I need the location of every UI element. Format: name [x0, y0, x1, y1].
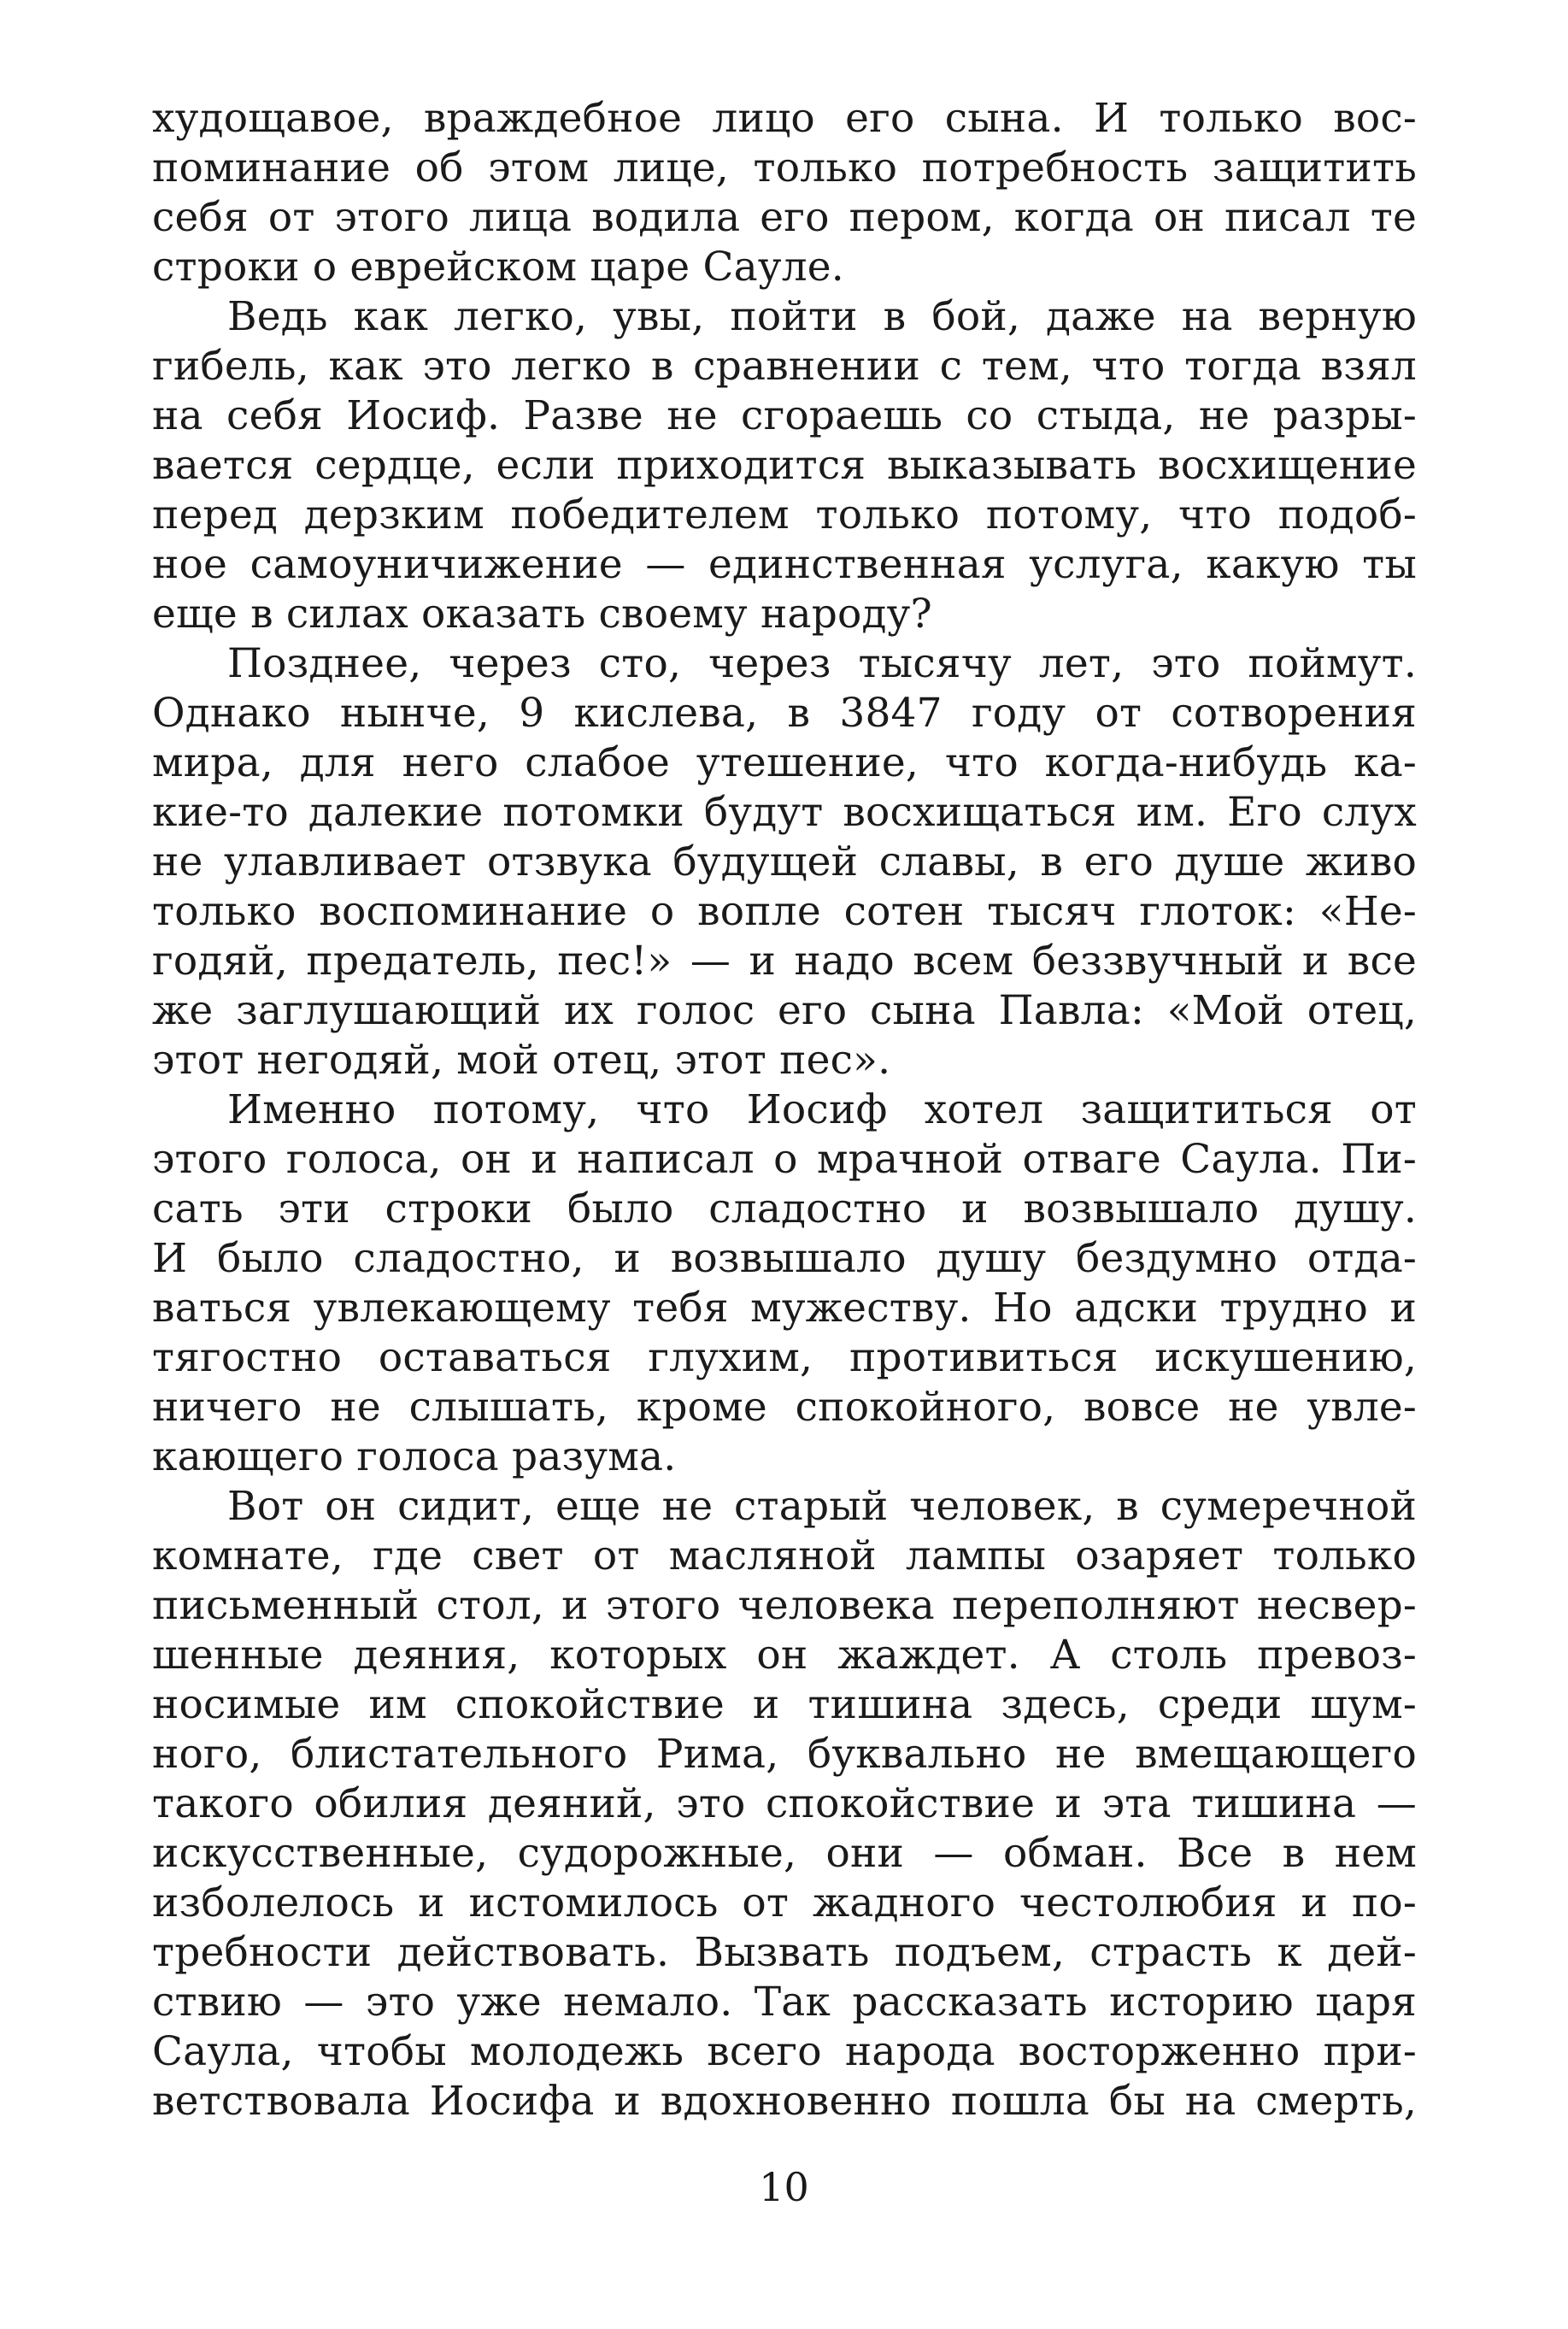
text-line: на себя Иосиф. Разве не сгораешь со стыда, не разры-	[152, 392, 1417, 439]
page-number: 10	[759, 2164, 809, 2210]
text-line: же заглушающий их голос его сына Павла: «Мой отец,	[152, 987, 1417, 1034]
text-line: этого голоса, он и написал о мрачной отваге Саула. Пи-	[152, 1136, 1417, 1183]
text-line: требности действовать. Вызвать подъем, страсть к дей-	[152, 1929, 1417, 1976]
text-line: тягостно оставаться глухим, противиться искушению,	[152, 1334, 1417, 1381]
page-body	[152, 94, 1417, 2126]
text-line: Вот он сидит, еще не старый человек, в сумеречной	[227, 1483, 1417, 1530]
text-line: только воспоминание о вопле сотен тысяч глоток: «Не-	[152, 888, 1417, 935]
text-line: И было сладостно, и возвышало душу бездумно отда-	[152, 1235, 1417, 1282]
text-line: строки о еврейском царе Сауле.	[152, 244, 844, 291]
text-line: Именно потому, что Иосиф хотел защититься от	[227, 1086, 1417, 1133]
text-line: перед дерзким победителем только потому, что подоб-	[152, 491, 1417, 538]
text-line: ное самоуничижение — единственная услуга, какую ты	[152, 541, 1417, 588]
text-line: не улавливает отзвука будущей славы, в его душе живо	[152, 838, 1417, 885]
text-line: Саула, чтобы молодежь всего народа восторженно при-	[152, 2028, 1417, 2075]
text-line: кие-то далекие потомки будут восхищаться им. Его слух	[152, 789, 1417, 836]
text-line: этот негодяй, мой отец, этот пес».	[152, 1037, 891, 1084]
text-line: еще в силах оказать своему народу?	[152, 591, 932, 638]
text-line: ветствовала Иосифа и вдохновенно пошла бы на смерть,	[152, 2078, 1417, 2125]
text-line: Ведь как легко, увы, пойти в бой, даже на верную	[227, 293, 1417, 340]
text-line: ничего не слышать, кроме спокойного, вовсе не увле-	[152, 1384, 1417, 1431]
text-line: худощавое, враждебное лицо его сына. И только вос-	[152, 95, 1417, 142]
text-line: Однако нынче, 9 кислева, в 3847 году от сотворения	[152, 690, 1417, 737]
text-line: сать эти строки было сладостно и возвышало душу.	[152, 1185, 1417, 1232]
text-line: себя от этого лица водила его пером, когда он писал те	[152, 194, 1417, 241]
text-line: кающего голоса разума.	[152, 1433, 677, 1480]
text-line: изболелось и истомилось от жадного честолюбия и по-	[152, 1879, 1417, 1926]
text-line: искусственные, судорожные, они — обман. Все в нем	[152, 1830, 1417, 1877]
text-line: поминание об этом лице, только потребность защитить	[152, 144, 1417, 191]
text-line: комнате, где свет от масляной лампы озаряет только	[152, 1532, 1417, 1579]
text-line: гибель, как это легко в сравнении с тем, что тогда взял	[152, 343, 1417, 390]
text-line: шенные деяния, которых он жаждет. А столь превоз-	[152, 1632, 1417, 1679]
text-line: ного, блистательного Рима, буквально не вмещающего	[152, 1731, 1417, 1778]
text-line: Позднее, через сто, через тысячу лет, это поймут.	[227, 640, 1417, 687]
text-line: ствию — это уже немало. Так рассказать историю царя	[152, 1979, 1417, 2026]
text-line: вается сердце, если приходится выказывать восхищение	[152, 442, 1417, 489]
text-line: такого обилия деяний, это спокойствие и эта тишина —	[152, 1780, 1417, 1827]
text-line: мира, для него слабое утешение, что когда-нибудь ка-	[152, 739, 1417, 786]
text-line: ваться увлекающему тебя мужеству. Но адски трудно и	[152, 1285, 1417, 1332]
text-line: письменный стол, и этого человека переполняют несвер-	[152, 1582, 1417, 1629]
text-line: носимые им спокойствие и тишина здесь, среди шум-	[152, 1681, 1417, 1728]
text-line: годяй, предатель, пес!» — и надо всем беззвучный и все	[152, 938, 1417, 985]
